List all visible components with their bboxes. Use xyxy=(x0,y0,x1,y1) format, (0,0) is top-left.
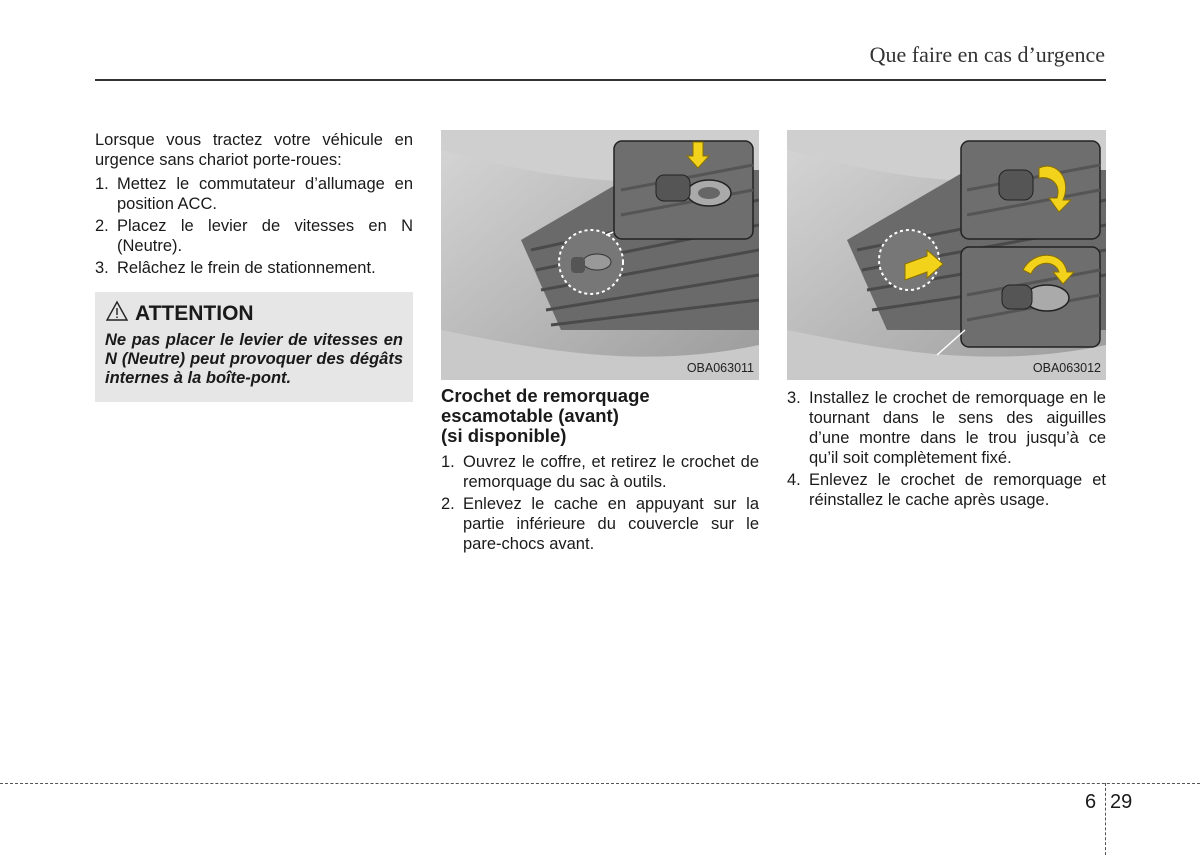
step-number: 2. xyxy=(441,495,455,513)
step-text: Relâchez le frein de stationnement. xyxy=(117,259,376,277)
header-rule xyxy=(95,79,1106,81)
tow-hook-cover-illustration xyxy=(441,130,759,380)
running-header: Que faire en cas d’urgence xyxy=(869,42,1105,67)
list-item xyxy=(95,258,413,278)
step-number: 4. xyxy=(787,471,801,489)
page-number: 29 xyxy=(1110,791,1133,813)
column-middle xyxy=(441,130,759,556)
chapter-number: 6 xyxy=(1085,791,1097,813)
column-left xyxy=(95,130,413,402)
caution-box xyxy=(95,292,413,402)
step-number: 3. xyxy=(95,259,109,277)
section-title xyxy=(441,386,759,446)
step-text: Enlevez le crochet de remorquage et réinstallez le cache après usage. xyxy=(809,471,1106,509)
bumper-illustration xyxy=(787,130,1106,380)
list-item xyxy=(787,388,1106,468)
list-item xyxy=(441,494,759,554)
caution-header xyxy=(105,300,403,327)
tow-hook-install-illustration xyxy=(787,130,1106,380)
bumper-illustration xyxy=(441,130,759,380)
step-number: 2. xyxy=(95,217,109,235)
caution-title: ATTENTION xyxy=(135,301,254,325)
column-right xyxy=(787,130,1106,512)
step-number: 1. xyxy=(441,453,455,471)
section-title-line: escamotable (avant) xyxy=(441,405,619,426)
section-title-line: (si disponible) xyxy=(441,425,567,446)
warning-triangle-icon xyxy=(105,300,129,327)
step-number: 3. xyxy=(787,389,801,407)
footer-divider xyxy=(1105,783,1106,855)
step-text: Ouvrez le coffre, et retirez le crochet de remorquage du sac à outils. xyxy=(463,453,759,491)
step-text: Mettez le commutateur d’allumage en position ACC. xyxy=(117,175,413,213)
step-number: 1. xyxy=(95,175,109,193)
figure-code: OBA063012 xyxy=(1032,361,1101,375)
list-item xyxy=(787,470,1106,510)
section-title-line: Crochet de remorquage xyxy=(441,385,650,406)
towing-steps-list xyxy=(95,174,413,278)
list-item xyxy=(95,174,413,214)
step-text: Enlevez le cache en appuyant sur la partie inférieure du couvercle sur le pare-chocs avant. xyxy=(463,495,759,553)
figure-code: OBA063011 xyxy=(686,361,754,375)
step-text: Installez le crochet de remorquage en le tournant dans le sens des aiguilles d’une montre dans le trou jusqu’à ce qu’il soit complètement fixé. xyxy=(809,389,1106,467)
tow-hook-steps-list xyxy=(787,388,1106,510)
list-item xyxy=(441,452,759,492)
intro-paragraph: Lorsque vous tractez votre véhicule en urgence sans chariot porte-roues: xyxy=(95,131,413,169)
tow-hook-steps-list xyxy=(441,452,759,554)
list-item xyxy=(95,216,413,256)
caution-text: Ne pas placer le levier de vitesses en N (Neutre) peut provoquer des dégâts internes à la boîte-pont. xyxy=(105,331,403,387)
footer-rule xyxy=(0,783,1200,784)
step-text: Placez le levier de vitesses en N (Neutre). xyxy=(117,217,413,255)
